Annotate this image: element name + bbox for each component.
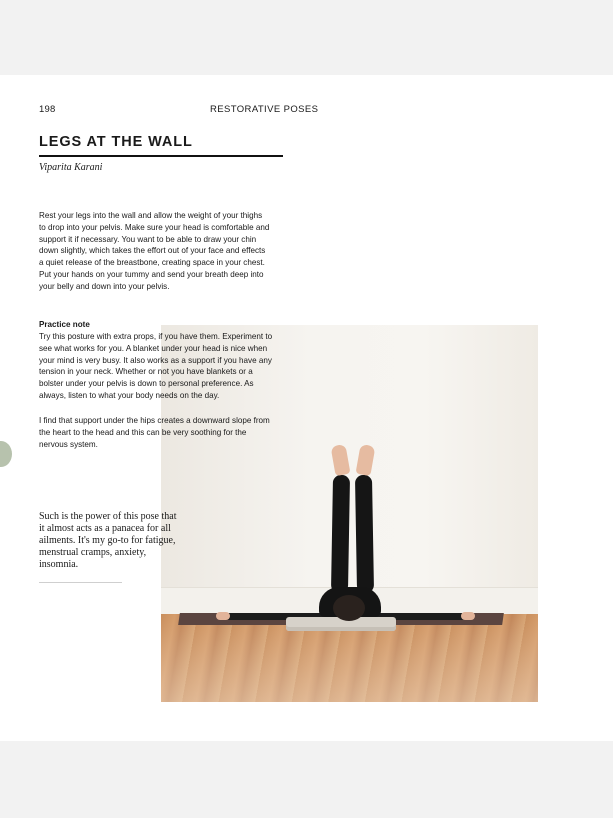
body-paragraph-3: I find that support under the hips creates a downward slope from the heart to the head and this can be very soothing for the nervous system. (39, 416, 270, 449)
figure-hand-left (216, 612, 230, 620)
sanskrit-name: Viparita Karani (39, 162, 103, 173)
figure-leg-left (331, 475, 350, 593)
figure-leg-right (355, 475, 374, 593)
practice-note-text: Try this posture with extra props, if you have them. Experiment to see what works for you. A blanket under your head is nice when your mind is very busy. It also works as a support if you have any tension in your neck. Whether or not you have blankets or a bolster under your pelvis is down to personal preference. As always, listen to what your body needs on the day. (39, 332, 273, 400)
running-head: RESTORATIVE POSES (210, 104, 319, 115)
book-page (0, 75, 613, 741)
pull-quote-rule (39, 582, 122, 583)
page-number: 198 (39, 104, 56, 115)
chapter-tab-marker (0, 441, 12, 467)
practice-note-heading: Practice note (39, 320, 90, 329)
figure-head (333, 595, 365, 621)
pull-quote: Such is the power of this pose that it almost acts as a panacea for all ailments. It's my go-to for fatigue, menstrual cramps, anxiety, insomnia. (39, 511, 177, 570)
pose-title: LEGS AT THE WALL (39, 134, 193, 150)
body-paragraph-1: Rest your legs into the wall and allow the weight of your thighs to drop into your pelvis. Make sure your head is comfortable and support it if necessary. You want to be able to draw your chin down slightly, which takes the effort out of your face and effects a quiet release of the breastbone, creating space in your chest. Put your hands on your tummy and send your breath deep into your belly and down into your pelvis. (39, 211, 270, 291)
title-underline (39, 155, 283, 157)
figure-hand-right (461, 612, 475, 620)
